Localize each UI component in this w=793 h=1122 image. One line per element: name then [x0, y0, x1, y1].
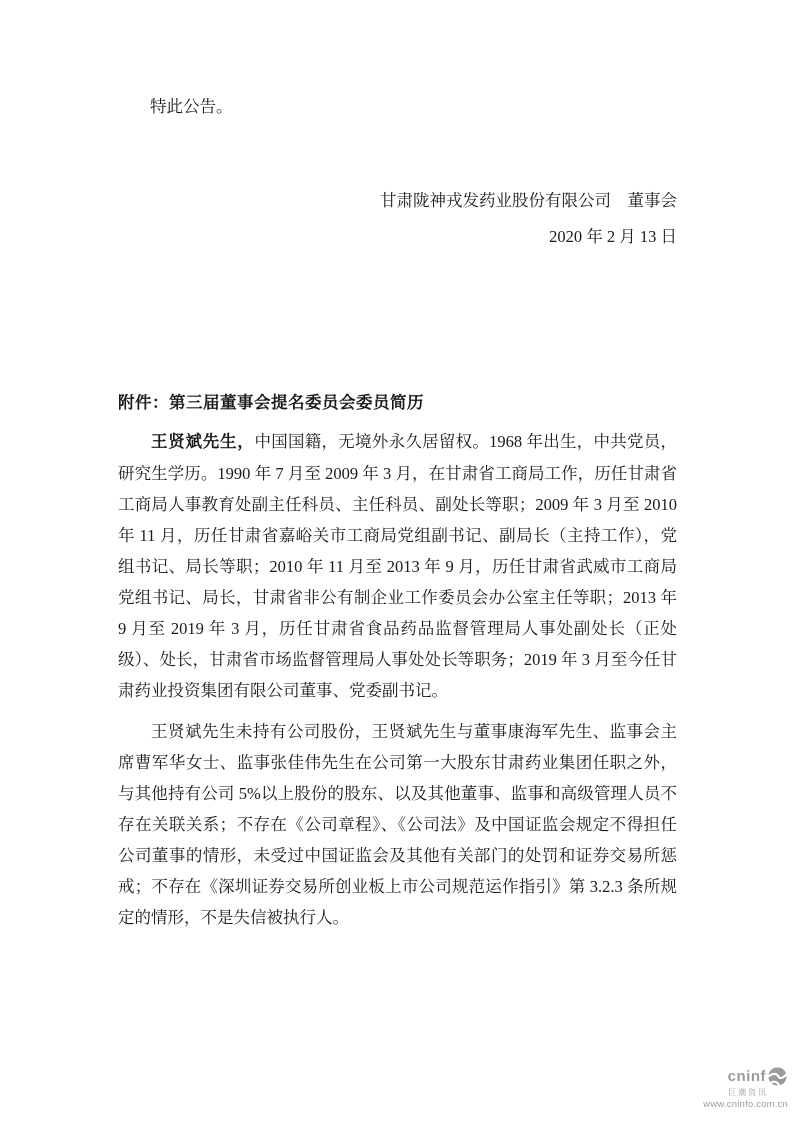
- cninfo-brand-text: cninf: [727, 1067, 766, 1085]
- signature-date: 2020 年 2 月 13 日: [549, 227, 677, 246]
- cninfo-url: www.cninfo.com.cn: [703, 1098, 788, 1110]
- company-signature: 甘肃陇神戎发药业股份有限公司 董事会: [380, 191, 677, 210]
- signature-block: [380, 189, 677, 261]
- cninfo-watermark: [703, 1066, 788, 1110]
- cninfo-logo-icon: [767, 1066, 788, 1087]
- cninfo-brand-row: [728, 1066, 788, 1087]
- closing-statement: 特此公告。: [150, 97, 233, 116]
- bio-paragraph-1: [118, 426, 677, 706]
- attachment-section: [118, 390, 677, 933]
- cninfo-brand-chinese: 巨潮资讯: [728, 1087, 768, 1097]
- bio-paragraph-2: 王贤斌先生未持有公司股份，王贤斌先生与董事康海军先生、监事会主席曹军华女士、监事张佳伟先生在公司第一大股东甘肃药业集团任职之外，与其他持有公司 5%以上股份的股东、以及其他董事、监事和高级管理人员不存在关联关系；不存在《公司章程》、《公司法》及中国证监会规定不得担任公司董事的情形，未受过中国证监会及其他有关部门的处罚和证券交易所惩戒；不存在《深圳证券交易所创业板上市公司规范运作指引》第 3.2.3 条所规定的情形，不是失信被执行人。: [118, 722, 677, 927]
- person-name: 王贤斌先生，: [151, 433, 255, 451]
- bio-text-1: 中国国籍，无境外永久居留权。1968 年出生，中共党员，研究生学历。1990 年 7 月至 2009 年 3 月，在甘肃省工商局工作，历任甘肃省工商局人事教育处副主任科员、主任科员、副处长等职；2009 年 3 月至 2010 年 11 月，历任甘肃省嘉峪关市工商局党组副书记、副局长（主持工作），党组书记、局长等职；2010 年 11 月至 2013 年 9 月，历任甘肃省武威市工商局党组书记、局长，甘肃省非公有制企业工作委员会办公室主任等职；2013 年 9 月至 2019 年 3 月，历任甘肃省食品药品监督管理局人事处副处长（正处级）、处长，甘肃省市场监督管理局人事处处长等职务；2019 年 3 月至今任甘肃药业投资集团有限公司董事、党委副书记。: [118, 432, 678, 700]
- attachment-heading: 附件：第三届董事会提名委员会委员简历: [118, 394, 424, 412]
